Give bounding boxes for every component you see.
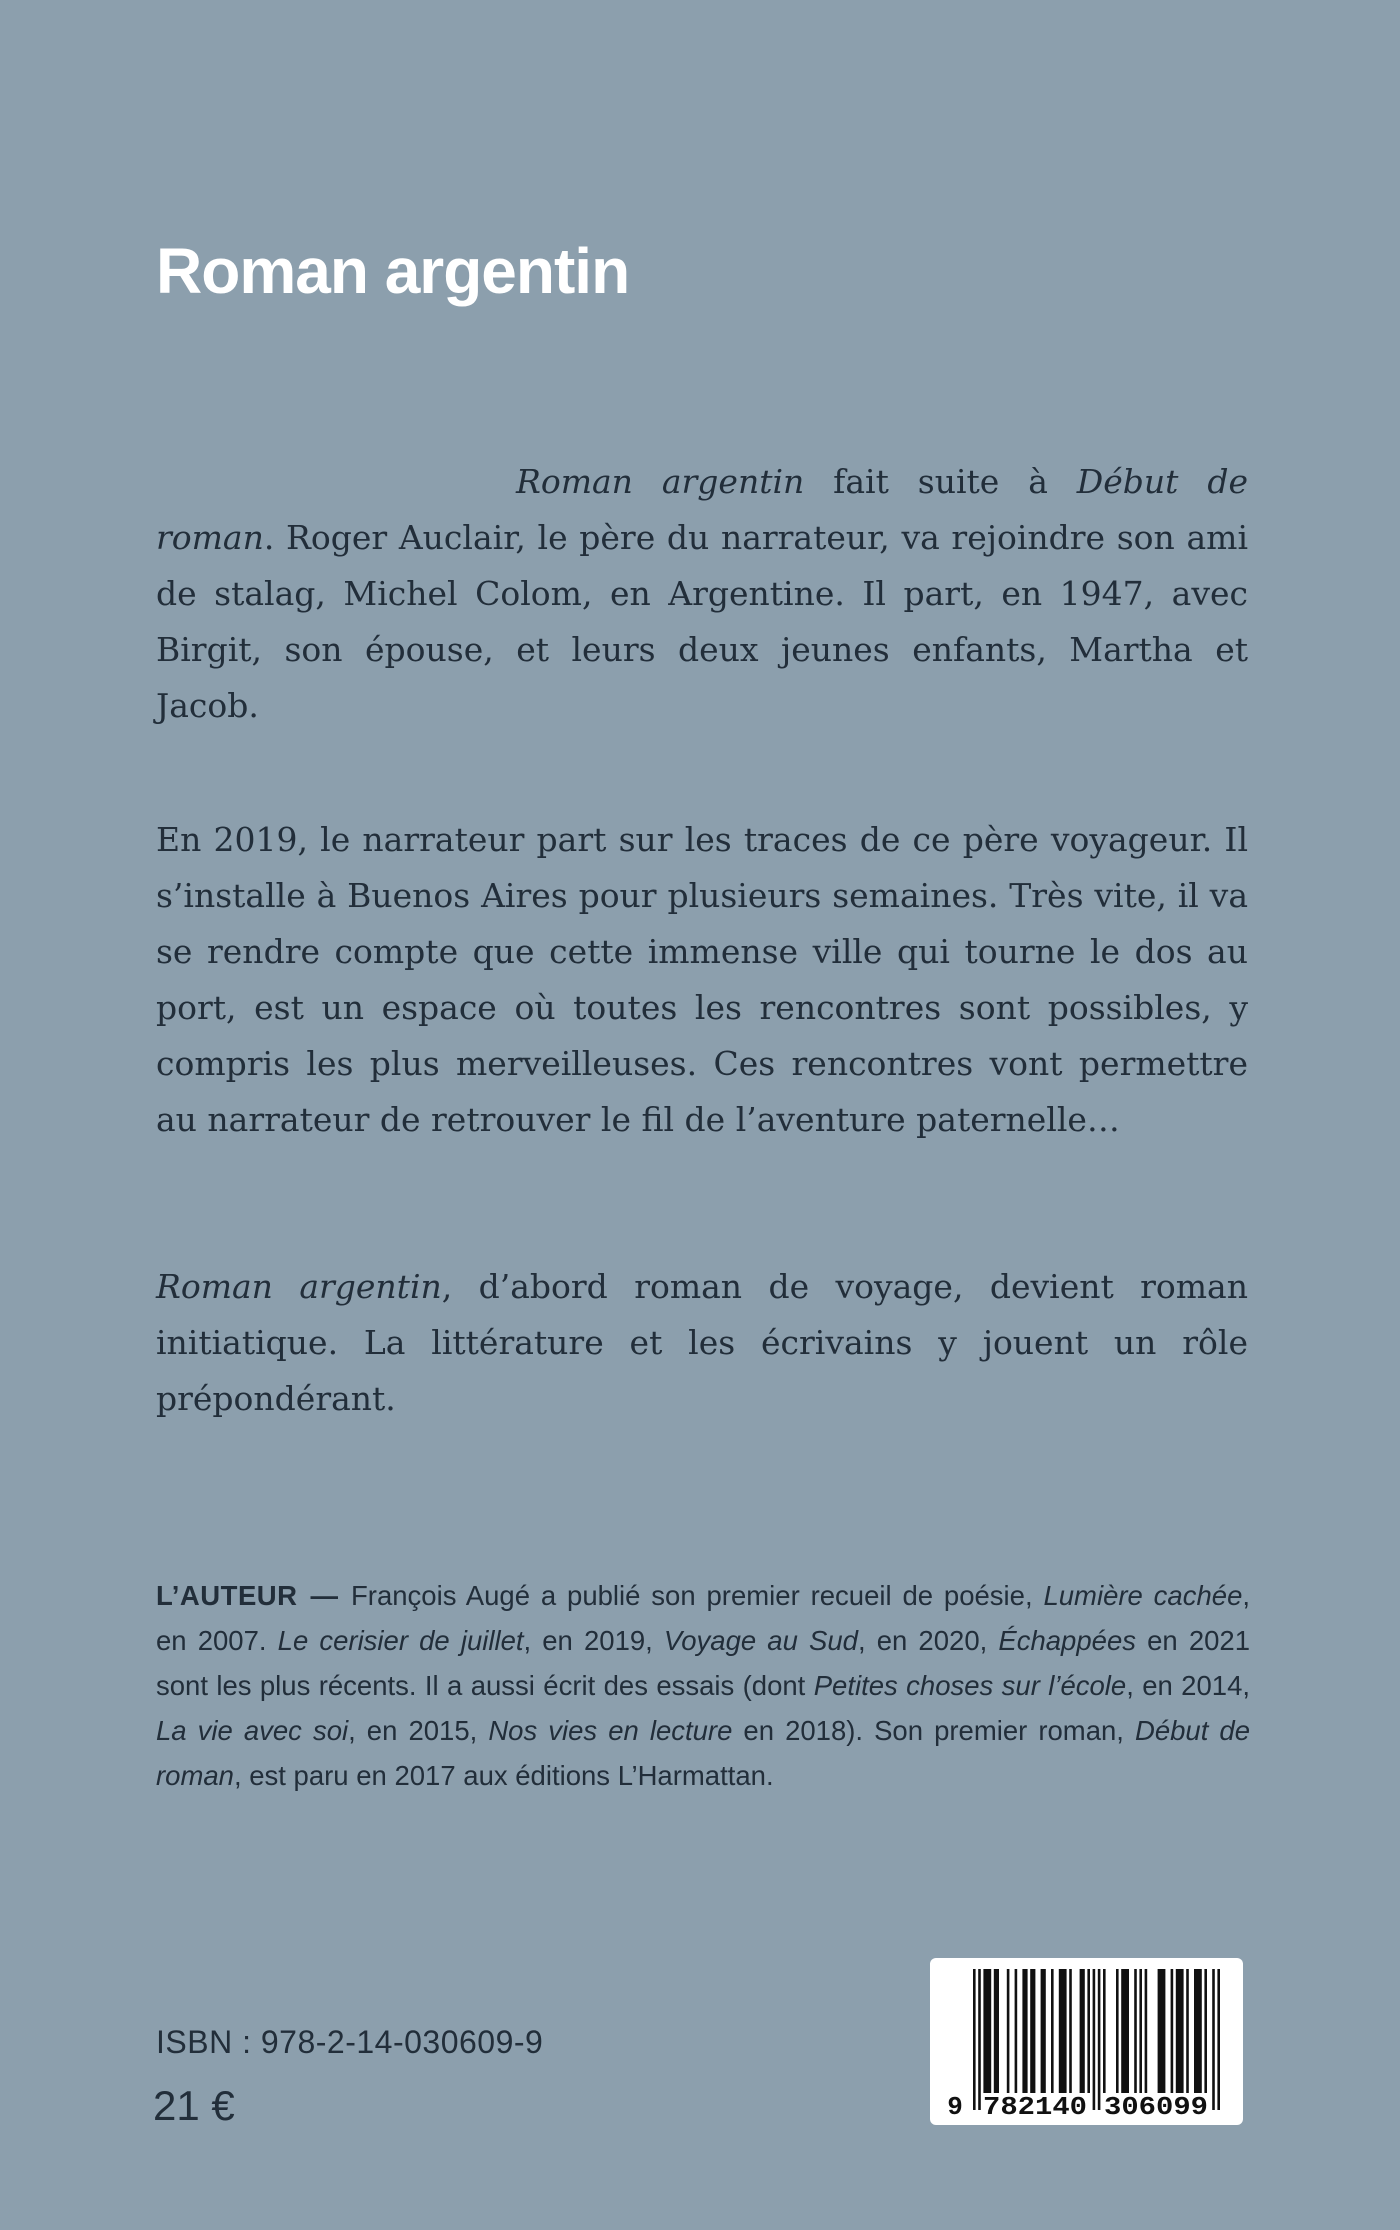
author-bio: [156, 1573, 1250, 1798]
text-run: Petites choses sur l’école: [813, 1670, 1127, 1701]
barcode-bar-group: [973, 1969, 1220, 2110]
synopsis-paragraph-1: [156, 454, 1248, 734]
text-run: , d’abord roman de voyage, devient roman initiatique. La littérature et les écrivains y jouent un rôle prépondérant.: [156, 1267, 1248, 1418]
text-run: en 2021 sont les plus récents. Il a aussi écrit des essais (dont: [156, 1625, 1250, 1701]
text-run: Début de roman: [156, 1715, 1250, 1791]
text-run: Début de roman: [156, 462, 1248, 557]
bar-module: [1093, 1969, 1096, 2110]
text-run: Voyage au Sud: [663, 1625, 858, 1656]
text-run: en 2018). Son premier roman,: [732, 1715, 1135, 1746]
book-title: Roman argentin: [156, 235, 630, 307]
text-run: Roman argentin: [156, 1267, 442, 1306]
bar-module: [1158, 1969, 1166, 2093]
text-run: , en 2020,: [857, 1625, 999, 1656]
barcode-bars: [930, 1958, 1243, 2125]
bar-module: [1217, 1969, 1220, 2110]
bar-module: [1139, 1969, 1142, 2093]
bar-module: [1015, 1969, 1018, 2093]
bar-module: [1022, 1969, 1027, 2093]
bar-module: [1171, 1969, 1174, 2093]
bar-module: [1116, 1969, 1119, 2093]
bar-module: [973, 1969, 976, 2110]
bar-module: [1059, 1969, 1067, 2093]
bar-module: [1176, 1969, 1184, 2093]
text-run: En 2019, le narrateur part sur les traces de ce père voyageur. Il s’installe à Buenos Aires pour plusieurs semaines. Très vite, il va se rendre compte que cette immense ville qui tourne le dos au port, est un espace où toutes les rencontres sont possibles, y compris les plus merveilleuses. Ces rencontres vont permettre au narrateur de retrouver le fil de l’aventure paternelle…: [156, 820, 1248, 1139]
text-run: fait suite à: [804, 462, 1077, 501]
bar-module: [983, 1969, 991, 2093]
text-run: . Roger Auclair, le père du narrateur, va rejoindre son ami de stalag, Michel Colom, en Argentine. Il part, en 1947, avec Birgit, son épouse, et leurs deux jeunes enfants, Martha et Jacob.: [156, 518, 1248, 725]
barcode-digit-prefix: 9: [947, 2092, 963, 2122]
bar-module: [1041, 1969, 1046, 2093]
text-run: Lumière cachée: [1043, 1580, 1243, 1611]
bar-module: [1134, 1969, 1137, 2093]
bar-module: [994, 1969, 999, 2093]
barcode-digits-left: 782140: [983, 2092, 1087, 2122]
author-dash: —: [310, 1580, 338, 1611]
text-run: , en 2014,: [1126, 1670, 1251, 1701]
bar-module: [1030, 1969, 1035, 2093]
bar-module: [1080, 1969, 1085, 2093]
bar-module: [1186, 1969, 1189, 2093]
barcode: [930, 1958, 1243, 2125]
bar-module: [1103, 1969, 1106, 2093]
text-run: Échappées: [998, 1625, 1136, 1656]
text-run: , en 2015,: [348, 1715, 489, 1746]
text-run: Roman argentin: [516, 462, 805, 501]
text-run: Le cerisier de juillet: [277, 1625, 524, 1656]
author-label: L’AUTEUR: [156, 1580, 298, 1611]
bar-module: [1098, 1969, 1101, 2110]
synopsis-paragraph-3: [156, 1259, 1248, 1427]
bar-module: [1204, 1969, 1207, 2093]
text-run: , en 2007.: [156, 1580, 1251, 1656]
synopsis-paragraph-2: [156, 812, 1248, 1148]
bar-module: [1051, 1969, 1054, 2093]
isbn-text: ISBN : 978-2-14-030609-9: [156, 2024, 544, 2060]
bar-module: [1145, 1969, 1148, 2093]
bar-module: [1087, 1969, 1090, 2093]
price-text: 21 €: [153, 2082, 235, 2129]
bar-module: [1121, 1969, 1129, 2093]
barcode-digits-right: 306099: [1104, 2092, 1208, 2122]
bar-module: [1007, 1969, 1010, 2093]
text-run: , en 2019,: [523, 1625, 664, 1656]
text-run: François Augé a publié son premier recueil de poésie,: [351, 1580, 1044, 1611]
bar-module: [1194, 1969, 1202, 2093]
bar-module: [978, 1969, 981, 2110]
text-run: Nos vies en lecture: [488, 1715, 733, 1746]
text-run: , est paru en 2017 aux éditions L’Harmattan.: [233, 1760, 774, 1791]
bar-module: [1069, 1969, 1072, 2093]
author-bio-text: [156, 1580, 1250, 1791]
text-run: La vie avec soi: [156, 1715, 349, 1746]
bar-module: [1212, 1969, 1215, 2110]
